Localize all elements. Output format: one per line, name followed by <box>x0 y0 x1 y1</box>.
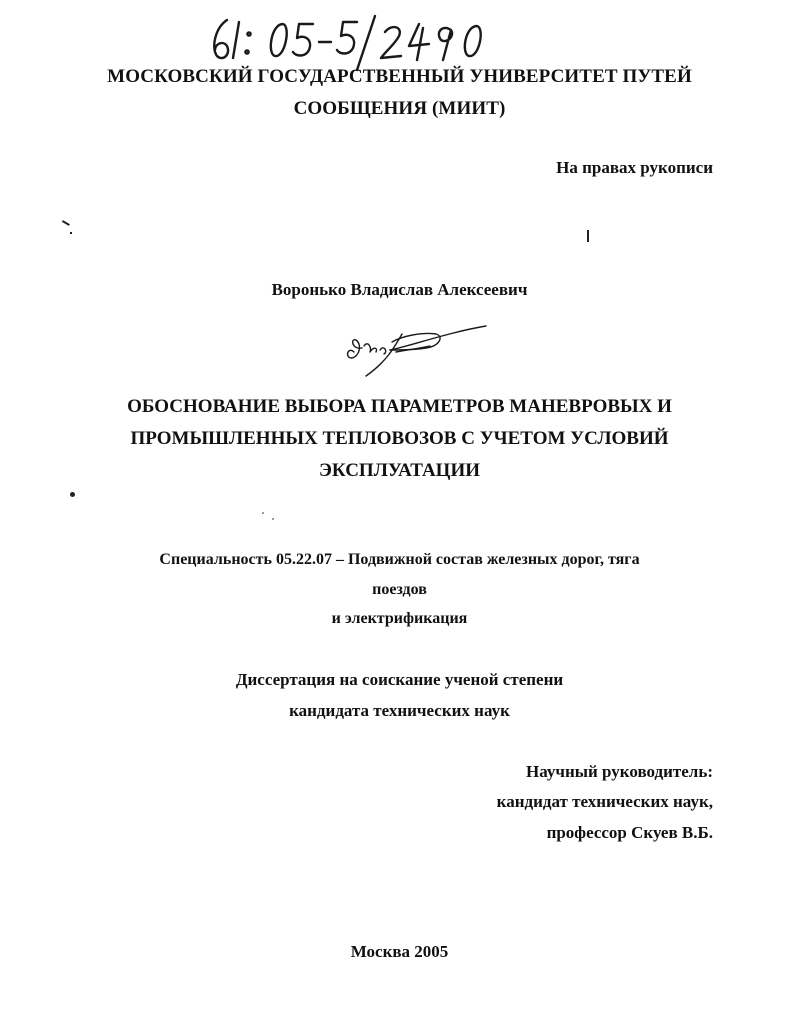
dissertation-title-line2: ПРОМЫШЛЕННЫХ ТЕПЛОВОЗОВ С УЧЕТОМ УСЛОВИЙ <box>130 428 669 449</box>
handwritten-archive-code <box>205 10 490 72</box>
author-signature <box>340 318 490 380</box>
supervisor-label: Научный руководитель: <box>526 762 713 781</box>
city-year: Москва 2005 <box>350 942 449 961</box>
scan-speck <box>272 518 274 520</box>
scan-speck <box>262 512 264 514</box>
supervisor-degree: кандидат технических наук, <box>496 792 713 811</box>
specialty-line3: и электрификация <box>331 610 468 627</box>
specialty-line2: поездов <box>372 581 427 598</box>
supervisor-name: профессор Скуев В.Б. <box>546 823 713 842</box>
specialty-line1: Специальность 05.22.07 – Подвижной состав железных дорог, тяга <box>159 551 640 568</box>
university-name-line2: СООБЩЕНИЯ (МИИТ) <box>293 98 506 119</box>
dissertation-degree-line1: Диссертация на соискание ученой степени <box>235 670 564 689</box>
dissertation-title-line1: ОБОСНОВАНИЕ ВЫБОРА ПАРАМЕТРОВ МАНЕВРОВЫХ И <box>127 396 672 417</box>
manuscript-rights-label: На правах рукописи <box>556 158 713 177</box>
scan-speck <box>62 220 70 225</box>
scan-speck <box>587 230 589 242</box>
dissertation-degree-line2: кандидата технических наук <box>289 701 510 720</box>
author-name: Воронько Владислав Алексеевич <box>271 280 528 299</box>
scan-speck <box>70 232 72 234</box>
scan-speck <box>70 492 75 497</box>
university-name-line1: МОСКОВСКИЙ ГОСУДАРСТВЕННЫЙ УНИВЕРСИТЕТ ПУТЕЙ <box>107 66 692 87</box>
dissertation-title-line3: ЭКСПЛУАТАЦИИ <box>319 460 480 481</box>
